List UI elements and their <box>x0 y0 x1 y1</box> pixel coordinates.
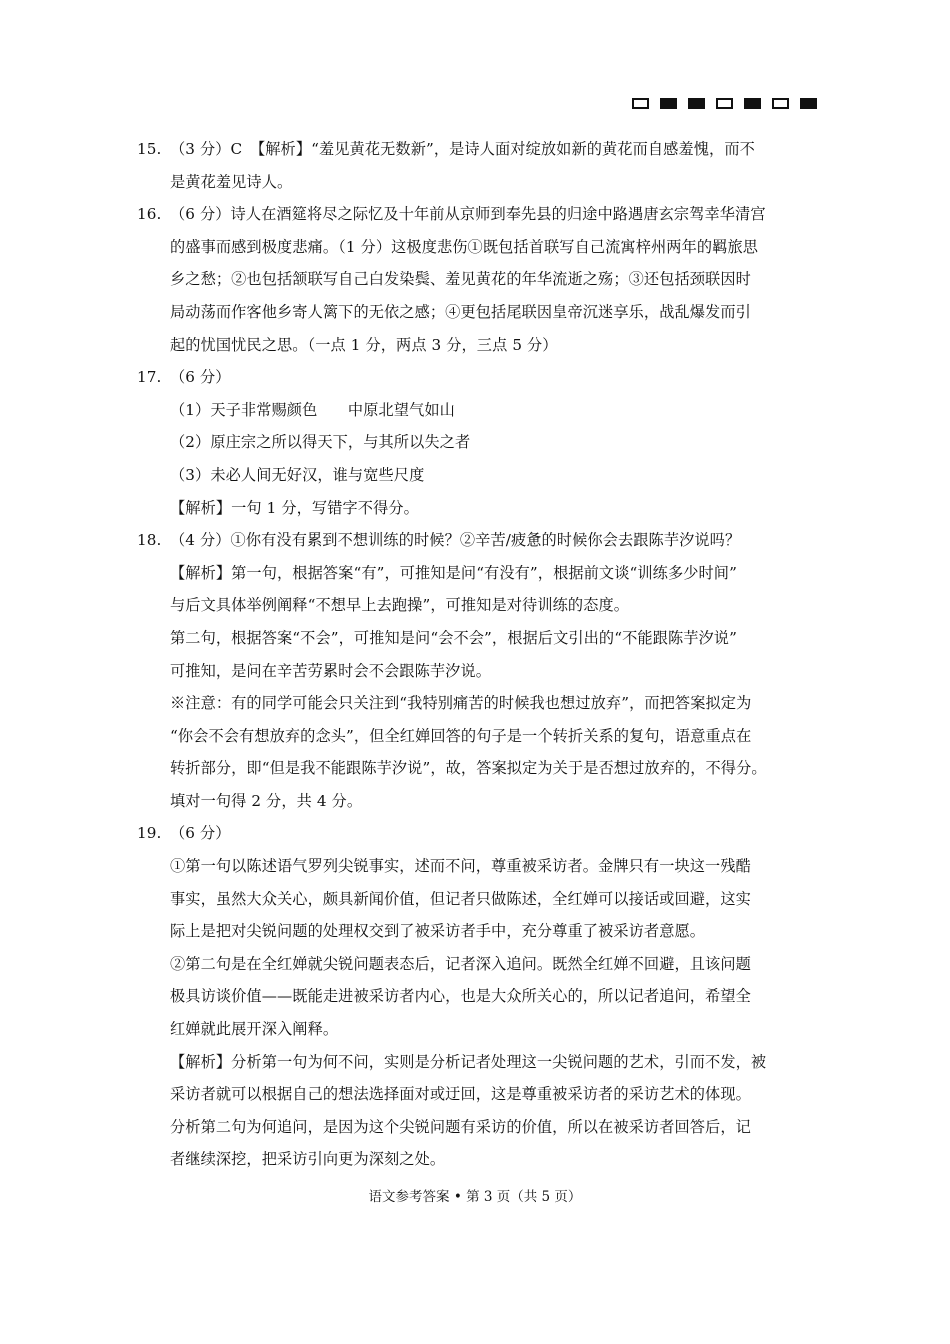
question-19-point-1a: ①第一句以陈述语气罗列尖锐事实，述而不问，尊重被采访者。金牌只有一块这一残酷 <box>170 857 751 876</box>
question-19-point-1c: 际上是把对尖锐问题的处理权交到了被采访者手中，充分尊重了被采访者意愿。 <box>170 922 706 941</box>
question-19-point-1b: 事实，虽然大众关心，颇具新闻价值，但记者只做陈述，全红婵可以接话或回避，这实 <box>170 889 751 908</box>
mark-empty <box>716 98 733 109</box>
page-footer: 语文参考答案 • 第 3 页（共 5 页） <box>368 1189 582 1205</box>
question-17-line-4: （3）未必人间无好汉，谁与宽些尺度 <box>170 465 425 484</box>
header-marks <box>632 98 817 109</box>
mark-empty <box>772 98 789 109</box>
question-18-line-1: 18. （4 分）①你有没有累到不想训练的时候？②辛苦/疲惫的时候你会去跟陈芋汐说吗？ <box>137 524 817 557</box>
question-17-analysis: 【解析】一句 1 分，写错字不得分。 <box>170 498 419 517</box>
question-18-analysis-4: 可推知，是问在辛苦劳累时会不会跟陈芋汐说。 <box>170 661 492 680</box>
question-19-analysis-1: 【解析】分析第一句为何不问，实则是分析记者处理这一尖锐问题的艺术，引而不发，被 <box>170 1052 767 1071</box>
question-19-analysis-3: 分析第二句为何追问，是因为这个尖锐问题有采访的价值，所以在被采访者回答后，记 <box>170 1117 751 1136</box>
mark-filled <box>800 98 817 109</box>
mark-filled <box>744 98 761 109</box>
question-15-line-2: 是黄花羞见诗人。 <box>170 172 293 191</box>
question-17-line-3: （2）原庄宗之所以得天下，与其所以失之者 <box>170 433 471 452</box>
question-18-analysis-3: 第二句，根据答案“不会”，可推知是问“会不会”，根据后文引出的“不能跟陈芋汐说” <box>170 628 737 647</box>
mark-empty <box>632 98 649 109</box>
question-18-analysis-2: 与后文具体举例阐释“不想早上去跑操”，可推知是对待训练的态度。 <box>170 596 630 615</box>
question-18-scoring: 填对一句得 2 分，共 4 分。 <box>170 791 363 810</box>
question-19-line-1: 19. （6 分） <box>137 817 817 850</box>
question-16-line-5: 起的忧国忧民之思。（一点 1 分，两点 3 分，三点 5 分） <box>170 335 558 354</box>
question-19-point-2a: ②第二句是在全红婵就尖锐问题表态后，记者深入追问。既然全红婵不回避，且该问题 <box>170 954 751 973</box>
question-17-line-1: 17. （6 分） <box>137 361 817 394</box>
mark-filled <box>688 98 705 109</box>
question-number: 17. <box>137 368 162 387</box>
question-19-analysis-2: 采访者就可以根据自己的想法选择面对或迂回，这是尊重被采访者的采访艺术的体现。 <box>170 1085 751 1104</box>
mark-filled <box>660 98 677 109</box>
question-18-note-1: ※注意：有的同学可能会只关注到“我特别痛苦的时候我也想过放弃”，而把答案拟定为 <box>170 694 752 713</box>
question-18-note-2: “你会不会有想放弃的念头”，但全红婵回答的句子是一个转折关系的复句，语意重点在 <box>170 726 752 745</box>
question-18-analysis-1: 【解析】第一句，根据答案“有”，可推知是问“有没有”，根据前文谈“训练多少时间” <box>170 563 737 582</box>
question-number: 18. <box>137 531 162 550</box>
question-number: 19. <box>137 824 162 843</box>
question-16-line-1: 16. （6 分）诗人在酒筵将尽之际忆及十年前从京师到奉先县的归途中路遇唐玄宗驾幸华清宫 <box>137 198 817 231</box>
question-19-point-2b: 极具访谈价值——既能走进被采访者内心，也是大众所关心的，所以记者追问，希望全 <box>170 987 751 1006</box>
question-16-line-2: 的盛事而感到极度悲痛。（1 分）这极度悲伤①既包括首联写自己流寓梓州两年的羁旅思 <box>170 237 759 256</box>
question-16-line-4: 局动荡而作客他乡寄人篱下的无依之感；④更包括尾联因皇帝沉迷享乐，战乱爆发而引 <box>170 302 751 321</box>
answer-content <box>137 133 817 1176</box>
question-number: 16. <box>137 205 162 224</box>
question-19-analysis-4: 者继续深挖，把采访引向更为深刻之处。 <box>170 1150 446 1169</box>
question-number: 15. <box>137 140 162 158</box>
question-18-note-3: 转折部分，即“但是我不能跟陈芋汐说”，故，答案拟定为关于是否想过放弃的，不得分。 <box>170 759 767 778</box>
question-15-line-1: 15. （3 分）C 【解析】“羞见黄花无数新”，是诗人面对绽放如新的黄花而自感羞愧，而不 <box>137 133 817 166</box>
question-16-line-3: 乡之愁；②也包括颔联写自己白发染鬓、羞见黄花的年华流逝之殇；③还包括颈联因时 <box>170 270 751 289</box>
question-17-line-2: （1）天子非常赐颜色 中原北望气如山 <box>170 400 455 419</box>
question-19-point-2c: 红婵就此展开深入阐释。 <box>170 1020 339 1039</box>
